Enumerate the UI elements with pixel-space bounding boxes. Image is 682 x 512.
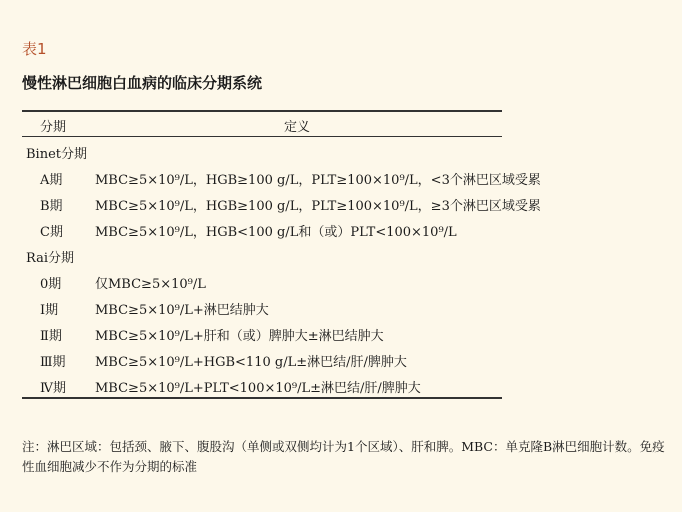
stage-cell: 0期 xyxy=(40,277,62,292)
header-stage: 分期 xyxy=(40,120,67,135)
table-row xyxy=(0,325,510,351)
stage-cell: Ⅳ期 xyxy=(40,381,66,396)
stage-cell: Rai分期 xyxy=(26,251,74,266)
table-row xyxy=(0,143,510,169)
stage-cell: Ⅰ期 xyxy=(40,303,59,318)
definition-cell: MBC≥5×10⁹/L+淋巴结肿大 xyxy=(95,303,269,318)
table-title: 慢性淋巴细胞白血病的临床分期系统 xyxy=(22,74,263,92)
table-top-rule xyxy=(22,110,502,112)
table-row xyxy=(0,299,510,325)
definition-cell: MBC≥5×10⁹/L+肝和（或）脾肿大±淋巴结肿大 xyxy=(95,329,384,344)
header-definition: 定义 xyxy=(284,120,311,135)
table-row xyxy=(0,351,510,377)
definition-cell: MBC≥5×10⁹/L+PLT<100×10⁹/L±淋巴结/肝/脾肿大 xyxy=(95,381,421,396)
table-label: 表1 xyxy=(22,40,47,58)
table-row xyxy=(0,169,541,195)
definition-cell: 仅MBC≥5×10⁹/L xyxy=(95,277,206,292)
stage-cell: Ⅱ期 xyxy=(40,329,62,344)
table-footnote: 注：淋巴区域：包括颈、腋下、腹股沟（单侧或双侧均计为1个区域）、肝和脾。MBC：单克隆B淋巴细胞计数。免疫性血细胞减少不作为分期的标准 xyxy=(22,439,665,474)
definition-cell: MBC≥5×10⁹/L+HGB<110 g/L±淋巴结/肝/脾肿大 xyxy=(95,355,407,370)
table-row xyxy=(0,377,510,403)
table-bottom-rule xyxy=(22,397,502,399)
stage-cell: Binet分期 xyxy=(26,147,88,162)
table-header-rule xyxy=(22,136,502,137)
table-row xyxy=(0,221,510,247)
stage-cell: Ⅲ期 xyxy=(40,355,66,370)
definition-cell: MBC≥5×10⁹/L，HGB≥100 g/L，PLT≥100×10⁹/L，≥3个淋巴区域受累 xyxy=(95,199,541,214)
definition-cell: MBC≥5×10⁹/L，HGB≥100 g/L，PLT≥100×10⁹/L，<3个淋巴区域受累 xyxy=(95,173,541,188)
stage-cell: A期 xyxy=(40,173,63,188)
table-row xyxy=(0,247,510,273)
table-row xyxy=(0,273,510,299)
stage-cell: C期 xyxy=(40,225,63,240)
stage-cell: B期 xyxy=(40,199,63,214)
definition-cell: MBC≥5×10⁹/L，HGB<100 g/L和（或）PLT<100×10⁹/L xyxy=(95,225,457,240)
table-row xyxy=(0,195,541,221)
